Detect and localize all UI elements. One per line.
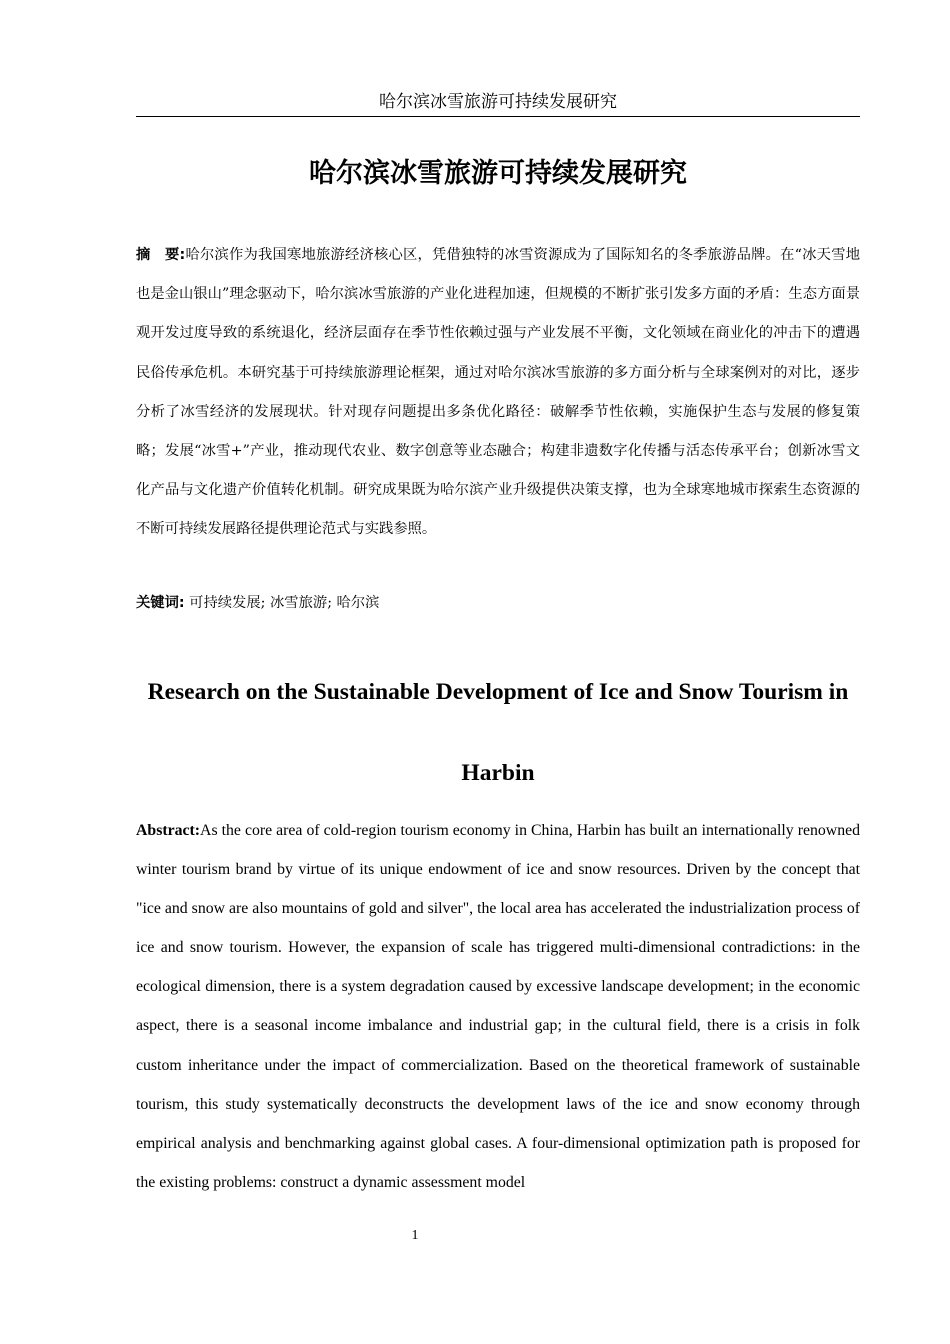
chinese-abstract-text: 哈尔滨作为我国寒地旅游经济核心区，凭借独特的冰雪资源成为了国际知名的冬季旅游品牌。在“冰天雪地也是金山银山”理念驱动下，哈尔滨冰雪旅游的产业化进程加速，但规模的不断扩张引发多方面的矛盾：生态方面景观开发过度导致的系统退化，经济层面存在季节性依赖过强与产业发展不平衡，文化领域在商业化的冲击下的遭遇民俗传承危机。本研究基于可持续旅游理论框架，通过对哈尔滨冰雪旅游的多方面分析与全球案例对的对比，逐步分析了冰雪经济的发展现状。针对现存问题提出多条优化路径：破解季节性依赖，实施保护生态与发展的修复策略；发展“冰雪+”产业，推动现代农业、数字创意等业态融合；构建非遗数字化传播与活态传承平台；创新冰雪文化产品与文化遗产价值转化机制。研究成果既为哈尔滨产业升级提供决策支撑，也为全球寒地城市探索生态资源的不断可持续发展路径提供理论范式与实践参照。: [136, 247, 860, 538]
chinese-abstract: [136, 236, 860, 550]
page-number: 1: [411, 1228, 419, 1243]
running-header: 哈尔滨冰雪旅游可持续发展研究: [136, 90, 860, 117]
english-abstract-label: Abstract:: [136, 822, 201, 839]
english-abstract: [136, 811, 860, 1202]
chinese-keywords-text: 可持续发展; 冰雪旅游; 哈尔滨: [189, 595, 380, 611]
chinese-keywords: [136, 588, 860, 618]
english-title: Research on the Sustainable Development of Ice and Snow Tourism in Harbin: [147, 679, 849, 786]
chinese-title: 哈尔滨冰雪旅游可持续发展研究: [309, 158, 687, 189]
chinese-keywords-label: 关键词:: [136, 595, 185, 611]
english-abstract-text: As the core area of cold-region tourism economy in China, Harbin has built an internationally renowned winter tourism brand by virtue of its unique endowment of ice and snow resources. Driven by the concept that "ice and snow are also mountains of gold and silver", the local area has accelerated the industrialization process of ice and snow tourism. However, the expansion of scale has triggered multi-dimensional contradictions: in the ecological dimension, there is a system degradation caused by excessive landscape development; in the economic aspect, there is a seasonal income imbalance and industrial gap; in the cultural field, there is a crisis in folk custom inheritance under the impact of commercialization. Based on the theoretical framework of sustainable tourism, this study systematically deconstructs the development laws of the ice and snow economy through empirical analysis and benchmarking against global cases. A four-dimensional optimization path is proposed for the existing problems: construct a dynamic assessment model: [136, 822, 860, 1191]
chinese-abstract-label: 摘 要:: [136, 247, 186, 263]
